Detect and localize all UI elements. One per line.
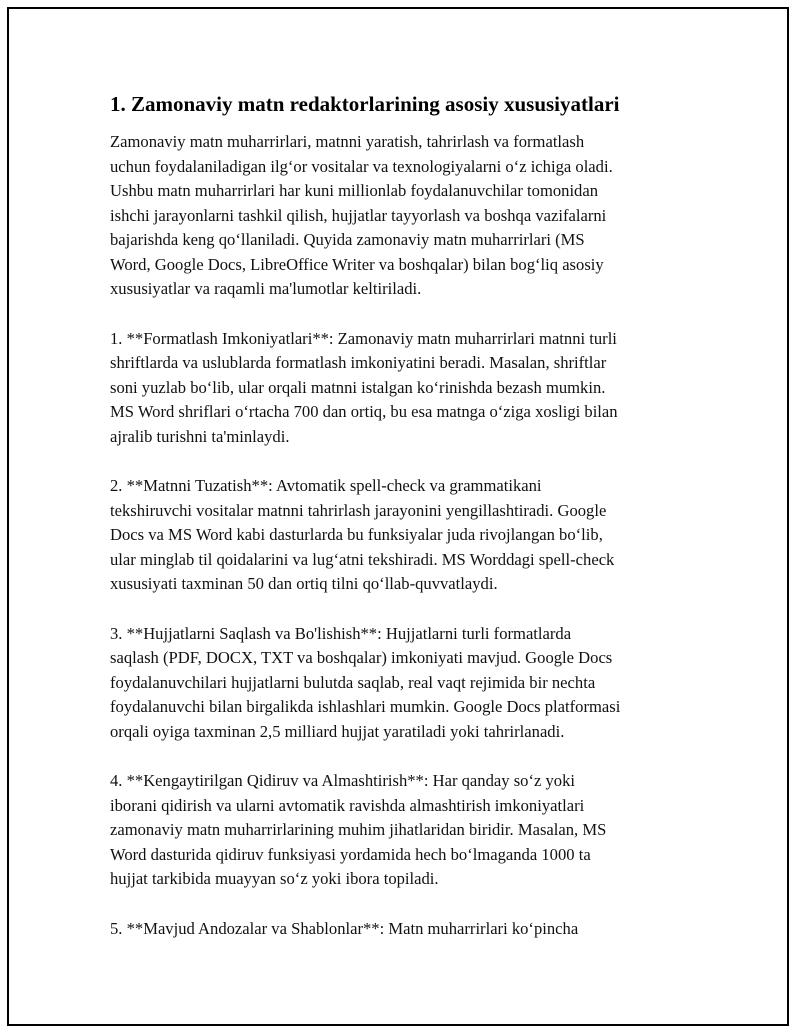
point-3-paragraph bbox=[110, 622, 700, 745]
text-line: 2. **Matnni Tuzatish**: Avtomatik spell-check va grammatikani bbox=[110, 476, 542, 495]
point-2-paragraph bbox=[110, 474, 700, 597]
text-line: xususiyati taxminan 50 dan ortiq tilni qo‘llab-quvvatlaydi. bbox=[110, 574, 498, 593]
text-line: orqali oyiga taxminan 2,5 milliard hujjat yaratiladi yoki tahrirlanadi. bbox=[110, 721, 565, 741]
intro-paragraph bbox=[110, 130, 700, 302]
text-line: saqlash (PDF, DOCX, TXT va boshqalar) imkoniyati mavjud. Google Docs bbox=[110, 648, 613, 667]
point-5-paragraph bbox=[110, 917, 700, 942]
text-line: zamonaviy matn muharrirlarining muhim jihatlaridan biridir. Masalan, MS bbox=[110, 820, 607, 839]
text-line: Zamonaviy matn muharrirlari, matnni yaratish, tahrirlash va formatlash bbox=[110, 132, 585, 151]
text-line: soni yuzlab bo‘lib, ular orqali matnni istalgan ko‘rinishda bezash mumkin. bbox=[110, 377, 606, 397]
text-line: ular minglab til qoidalarini va lug‘atni tekshiradi. MS Worddagi spell-check bbox=[110, 549, 615, 569]
point-4-paragraph bbox=[110, 769, 700, 892]
text-line: foydalanuvchilari hujjatlarni bulutda saqlab, real vaqt rejimida bir nechta bbox=[110, 672, 596, 692]
text-line: ajralib turishni ta'minlaydi. bbox=[110, 426, 290, 446]
text-line: iborani qidirish va ularni avtomatik ravishda almashtirish imkoniyatlari bbox=[110, 795, 585, 815]
text-line: MS Word shriflari o‘rtacha 700 dan ortiq, bu esa matnga o‘ziga xosligi bilan bbox=[110, 402, 618, 421]
text-line: bajarishda keng qo‘llaniladi. Quyida zamonaviy matn muharrirlari (MS bbox=[110, 230, 585, 249]
text-line: 5. **Mavjud Andozalar va Shablonlar**: Matn muharrirlari ko‘pincha bbox=[110, 918, 579, 938]
text-line: 4. **Kengaytirilgan Qidiruv va Almashtirish**: Har qanday so‘z yoki bbox=[110, 771, 575, 790]
section-heading: 1. Zamonaviy matn redaktorlarining asosiy xususiyatlari bbox=[110, 92, 620, 116]
text-line: foydalanuvchi bilan birgalikda ishlashlari mumkin. Google Docs platformasi bbox=[110, 697, 621, 716]
text-line: 3. **Hujjatlarni Saqlash va Bo'lishish**: Hujjatlarni turli formatlarda bbox=[110, 623, 572, 643]
document-body bbox=[110, 88, 700, 966]
text-line: 1. **Formatlash Imkoniyatlari**: Zamonaviy matn muharrirlari matnni turli bbox=[110, 328, 617, 348]
text-line: xususiyatlar va raqamli ma'lumotlar keltiriladi. bbox=[110, 279, 422, 298]
text-line: Ushbu matn muharrirlari har kuni millionlab foydalanuvchilar tomonidan bbox=[110, 181, 599, 200]
text-line: hujjat tarkibida muayyan so‘z yoki ibora topiladi. bbox=[110, 869, 439, 888]
point-1-paragraph bbox=[110, 327, 700, 450]
text-line: tekshiruvchi vositalar matnni tahrirlash jarayonini yengillashtiradi. Google bbox=[110, 500, 607, 520]
text-line: ishchi jarayonlarni tashkil qilish, hujjatlar tayyorlash va boshqa vazifalarni bbox=[110, 205, 607, 225]
text-line: shriftlarda va uslublarda formatlash imkoniyatini beradi. Masalan, shriftlar bbox=[110, 353, 607, 372]
text-line: uchun foydalaniladigan ilg‘or vositalar va texnologiyalarni o‘z ichiga oladi. bbox=[110, 156, 613, 176]
text-line: Word, Google Docs, LibreOffice Writer va boshqalar) bilan bog‘liq asosiy bbox=[110, 254, 604, 274]
text-line: Docs va MS Word kabi dasturlarda bu funksiyalar juda rivojlangan bo‘lib, bbox=[110, 525, 603, 544]
text-line: Word dasturida qidiruv funksiyasi yordamida hech bo‘lmaganda 1000 ta bbox=[110, 844, 591, 864]
